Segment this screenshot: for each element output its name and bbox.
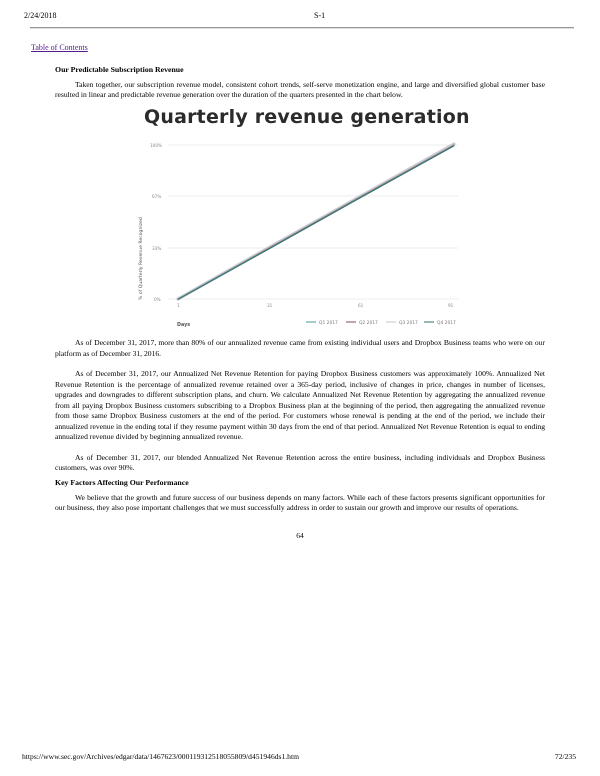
legend-q3: Q3 2017 (399, 321, 418, 326)
section-heading: Our Predictable Subscription Revenue (55, 65, 184, 74)
series-q4-2017 (178, 146, 454, 300)
body-paragraphs (55, 338, 545, 474)
x-tick-1: 1 (177, 303, 180, 308)
source-url: https://www.sec.gov/Archives/edgar/data/1467623/000119312518055809/d451946ds1.htm (22, 752, 300, 761)
paragraph: As of December 31, 2017, our blended Annualized Net Revenue Retention across the entire business, including individuals and Dropbox Business customers, was over 90%. (55, 452, 545, 472)
document-title: S-1 (314, 11, 326, 20)
y-tick-33: 33% (152, 246, 162, 251)
paragraph: We believe that the growth and future success of our business depends on many factors. While each of these factors presents significant opportunities for our business, they also pose important challenges that we must successfully address in order to sustain our growth and improve our results of operations. (55, 492, 545, 512)
header-divider (30, 27, 574, 29)
chart-plot (130, 100, 470, 330)
paragraph: As of December 31, 2017, more than 80% of our annualized revenue came from existing individual users and Dropbox Business teams who were on our platform as of December 31, 2016. (55, 338, 545, 358)
chart-title: Quarterly revenue generation (144, 106, 470, 128)
y-tick-0: 0% (154, 297, 161, 302)
legend-q4: Q4 2017 (437, 321, 456, 326)
table-of-contents-link[interactable]: Table of Contents (31, 43, 88, 52)
paragraph: Taken together, our subscription revenue model, consistent cohort trends, self-serve monetization engine, and large and diversified global customer base resulted in linear and predictable revenue generation over the duration of the quarters presented in the chart below. (55, 79, 545, 99)
section-key-factors (55, 478, 545, 514)
paragraph: As of December 31, 2017, our Annualized Net Revenue Retention for paying Dropbox Business customers was approximately 100%. Annualized Net Revenue Retention is the percentage of annualized revenue retained over a 365-day period, inclusive of changes in price, changes in number of licenses, upgrades and downgrades to different subscription plans, and churn. We calculate Annualized Net Revenue Retention by aggregating the annualized revenue from all paying Dropbox Business customers subscribing to a Dropbox Business plan at the beginning of the period, then aggregating the annualized revenue from those same Dropbox Business customers at the end of the period. For customers whose renewal is pending at the end of the period, we include their annualized revenue in the ending total if they resume payment within 30 days from the end of that period. Annualized Net Revenue Retention is equal to ending annualized revenue divided by beginning annualized revenue. (55, 369, 545, 441)
page-number: 64 (296, 531, 304, 540)
x-tick-31: 31 (267, 303, 273, 308)
legend-q2: Q2 2017 (359, 321, 378, 326)
y-axis-label: % of Quarterly Revenue Recognized (139, 217, 144, 300)
revenue-chart (130, 100, 470, 330)
x-axis-label: Days (177, 323, 191, 328)
y-tick-67: 67% (152, 194, 162, 199)
x-tick-61: 61 (358, 303, 364, 308)
print-date: 2/24/2018 (24, 11, 57, 20)
chart-legend (306, 320, 456, 326)
section-heading: Key Factors Affecting Our Performance (55, 478, 189, 487)
print-page-count: 72/235 (554, 752, 576, 761)
y-tick-100: 100% (150, 143, 162, 148)
legend-q1: Q1 2017 (319, 321, 338, 326)
x-tick-91: 91 (448, 303, 454, 308)
section-predictable-revenue (55, 65, 545, 101)
